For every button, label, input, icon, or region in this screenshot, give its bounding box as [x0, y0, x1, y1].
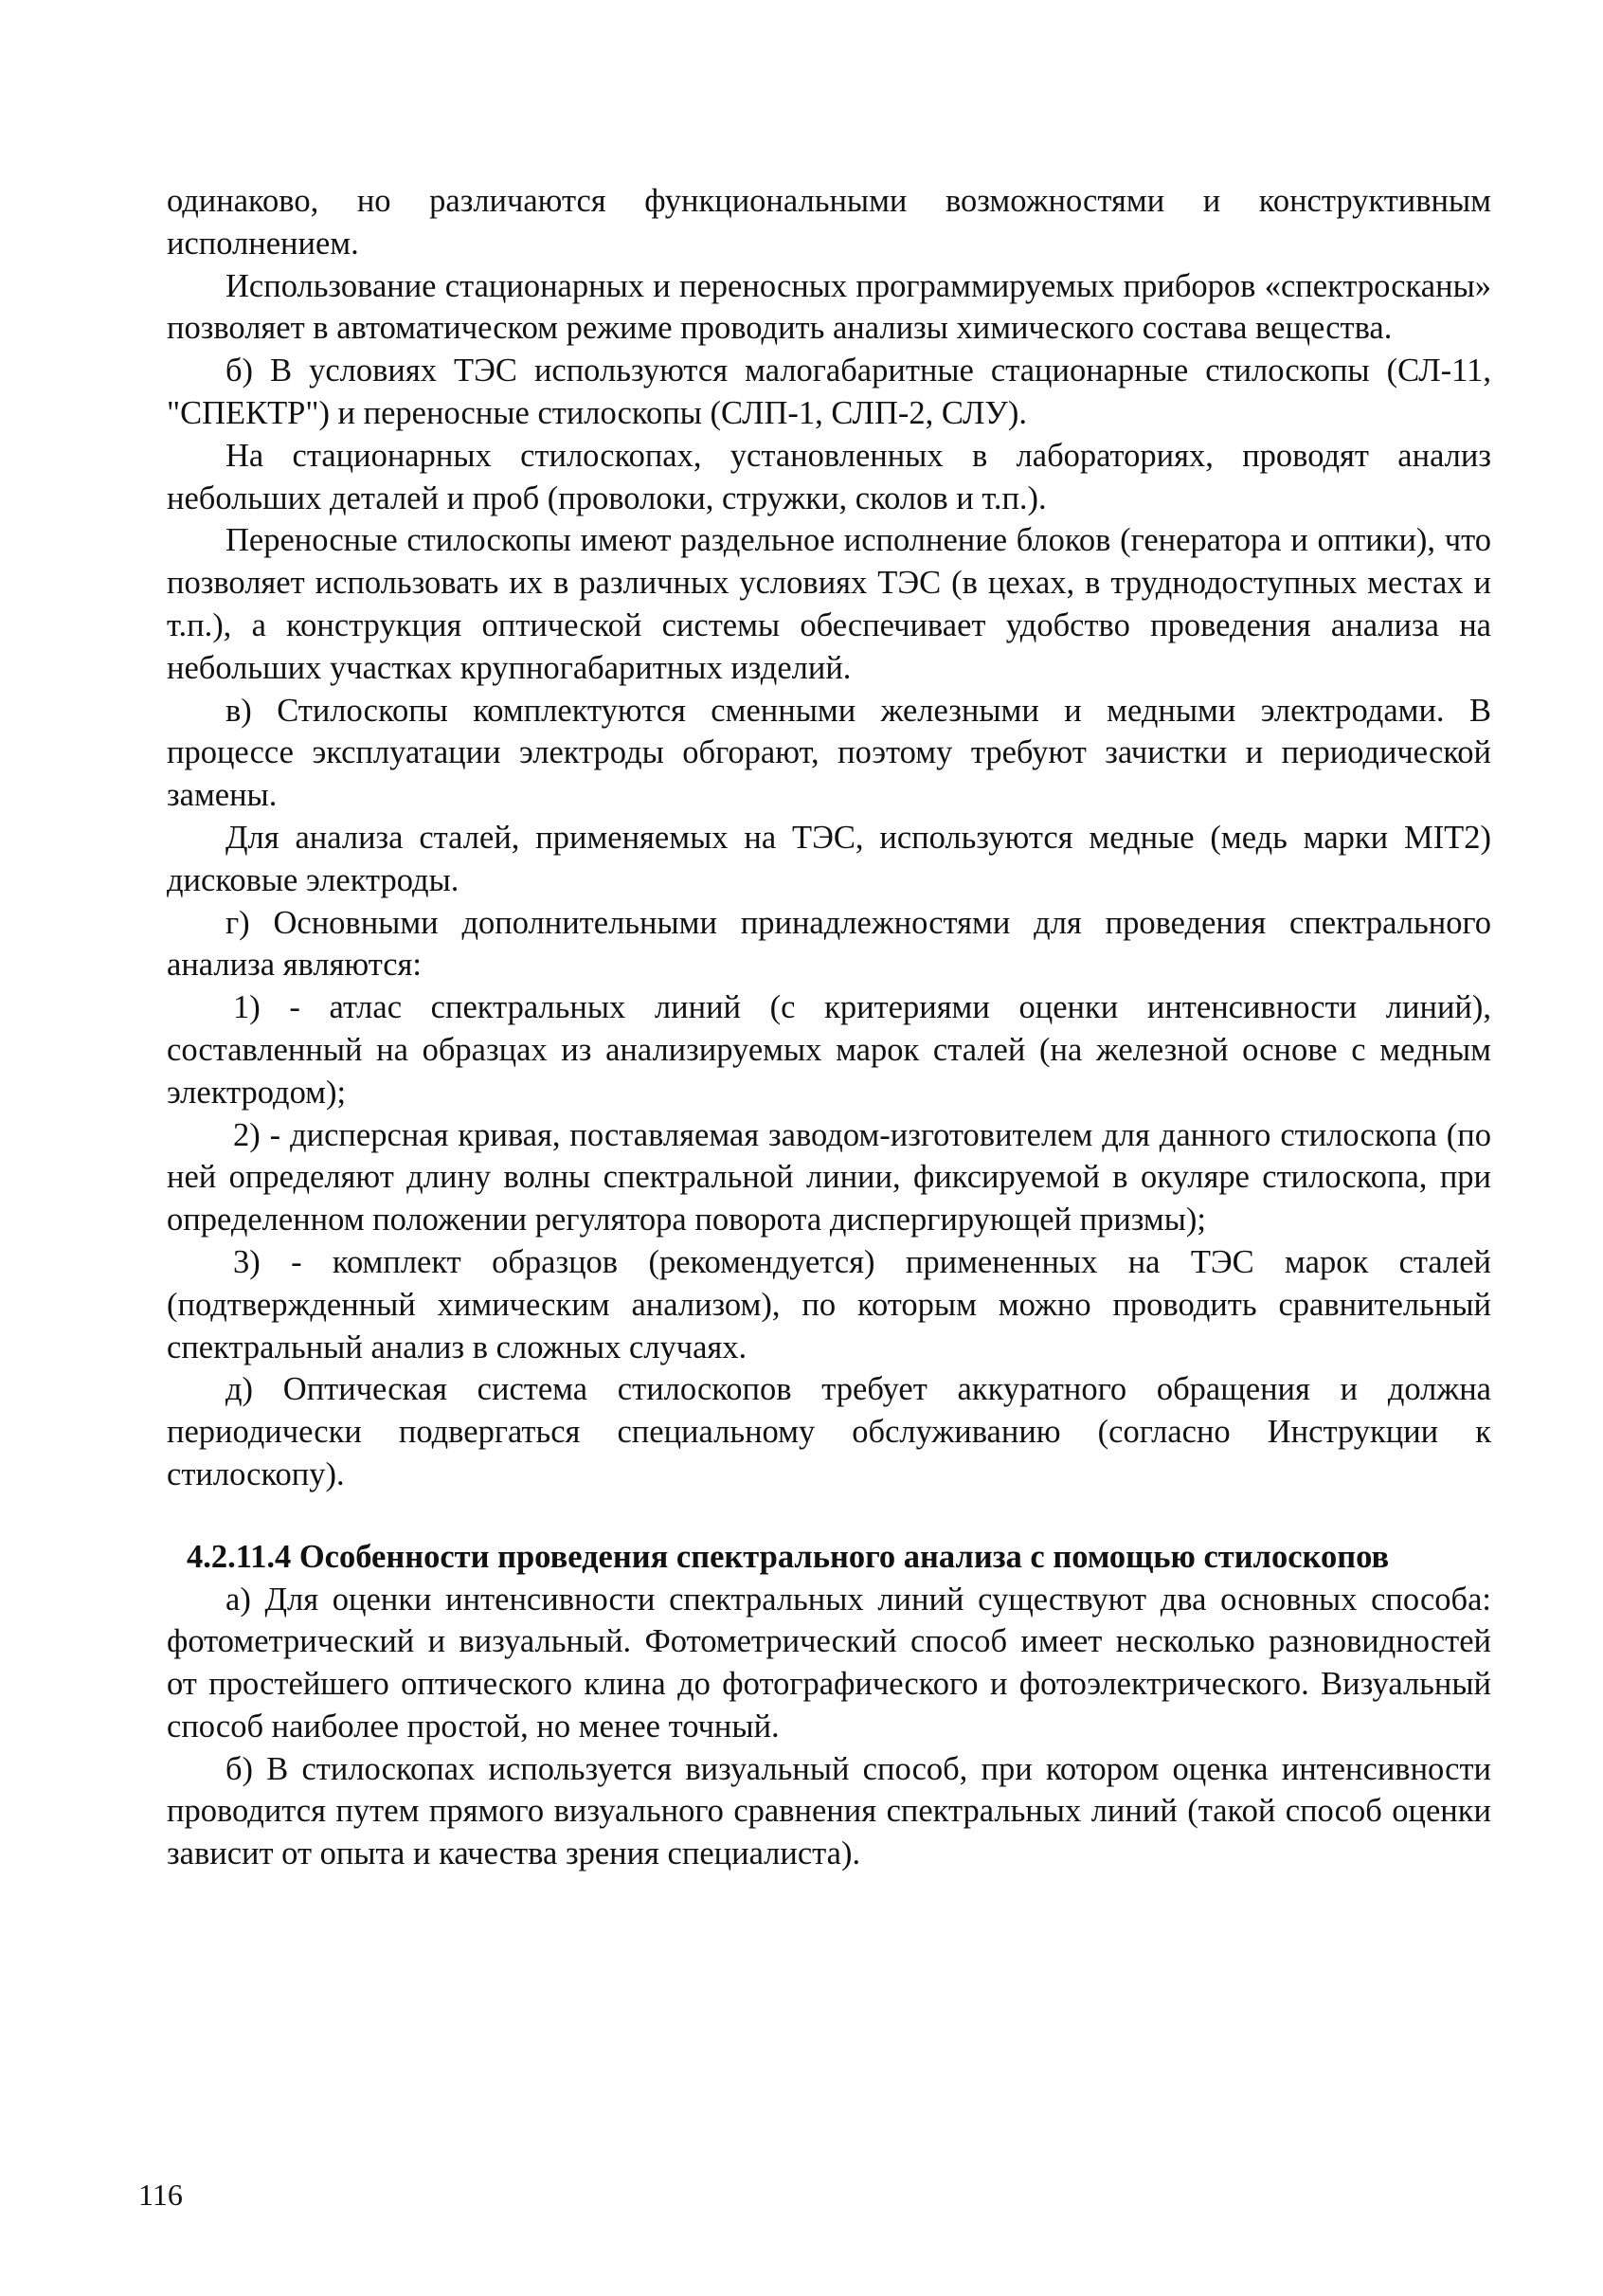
paragraph-continuation: одинаково, но различаются функциональными возможностями и конструктивным исполнением.: [167, 183, 1491, 262]
list-item-atlas: 1) - атлас спектральных линий (с критериями оценки интенсивности линий), составленный на образцах из анализируемых марок сталей (на железной основе с медным электродом);: [167, 989, 1491, 1111]
section-heading: 4.2.11.4 Особенности проведения спектрального анализа с помощью стилоскопов: [187, 1538, 1390, 1575]
page-body: [167, 180, 1491, 1875]
section-paragraph-b: б) В стилоскопах используется визуальный способ, при котором оценка интенсивности проводится путем прямого визуального сравнения спектральных линий (такой способ оценки зависит от опыта и качества зрения специалиста).: [167, 1750, 1491, 1872]
paragraph-portable: Переносные стилоскопы имеют раздельное исполнение блоков (генератора и оптики), что позволяет использовать их в различных условиях ТЭС (в цехах, в труднодоступных местах и т.п.), а конструкция оптической системы обеспечивает удобство проведения анализа на небольших участках крупногабаритных изделий.: [167, 522, 1491, 686]
section-paragraph-a: а) Для оценки интенсивности спектральных линий существуют два основных способа: фотометрический и визуальный. Фотометрический способ имеет несколько разновидностей от простейшего оптического клина до фотографического и фотоэлектрического. Визуальный способ наиболее простой, но менее точный.: [167, 1581, 1491, 1745]
paragraph-spectroscans: Использование стационарных и переносных программируемых приборов «спектросканы» позволяет в автоматическом режиме проводить анализы химического состава вещества.: [167, 267, 1491, 347]
list-item-sample-set: 3) - комплект образцов (рекомендуется) примененных на ТЭС марок сталей (подтвержденный химическим анализом), по которым можно проводить сравнительный спектральный анализ в сложных случаях.: [167, 1243, 1491, 1365]
paragraph-g-accessories: г) Основными дополнительными принадлежностями для проведения спектрального анализа являются:: [167, 904, 1491, 984]
paragraph-copper-electrodes: Для анализа сталей, применяемых на ТЭС, используются медные (медь марки МIТ2) дисковые электроды.: [167, 819, 1491, 898]
paragraph-d-optical-system: д) Оптическая система стилоскопов требует аккуратного обращения и должна периодически подвергаться специальному обслуживанию (согласно Инструкции к стилоскопу).: [167, 1371, 1491, 1492]
page-number: 116: [138, 2178, 183, 2212]
paragraph-stationary: На стационарных стилоскопах, установленных в лабораториях, проводят анализ небольших деталей и проб (проволоки, стружки, сколов и т.п.).: [167, 437, 1491, 516]
paragraph-v-electrodes: в) Стилоскопы комплектуются сменными железными и медными электродами. В процессе эксплуатации электроды обгорают, поэтому требуют зачистки и периодической замены.: [167, 692, 1491, 814]
list-item-dispersion-curve: 2) - дисперсная кривая, поставляемая заводом-изготовителем для данного стилоскопа (по ней определяют длину волны спектральной линии, фиксируемой в окуляре стилоскопа, при определенном положении регулятора поворота диспергирующей призмы);: [167, 1116, 1491, 1238]
paragraph-b-styloscopes: б) В условиях ТЭС используются малогабаритные стационарные стилоскопы (СЛ-11, "СПЕКТР") и переносные стилоскопы (СЛП-1, СЛП-2, СЛУ).: [167, 353, 1491, 431]
